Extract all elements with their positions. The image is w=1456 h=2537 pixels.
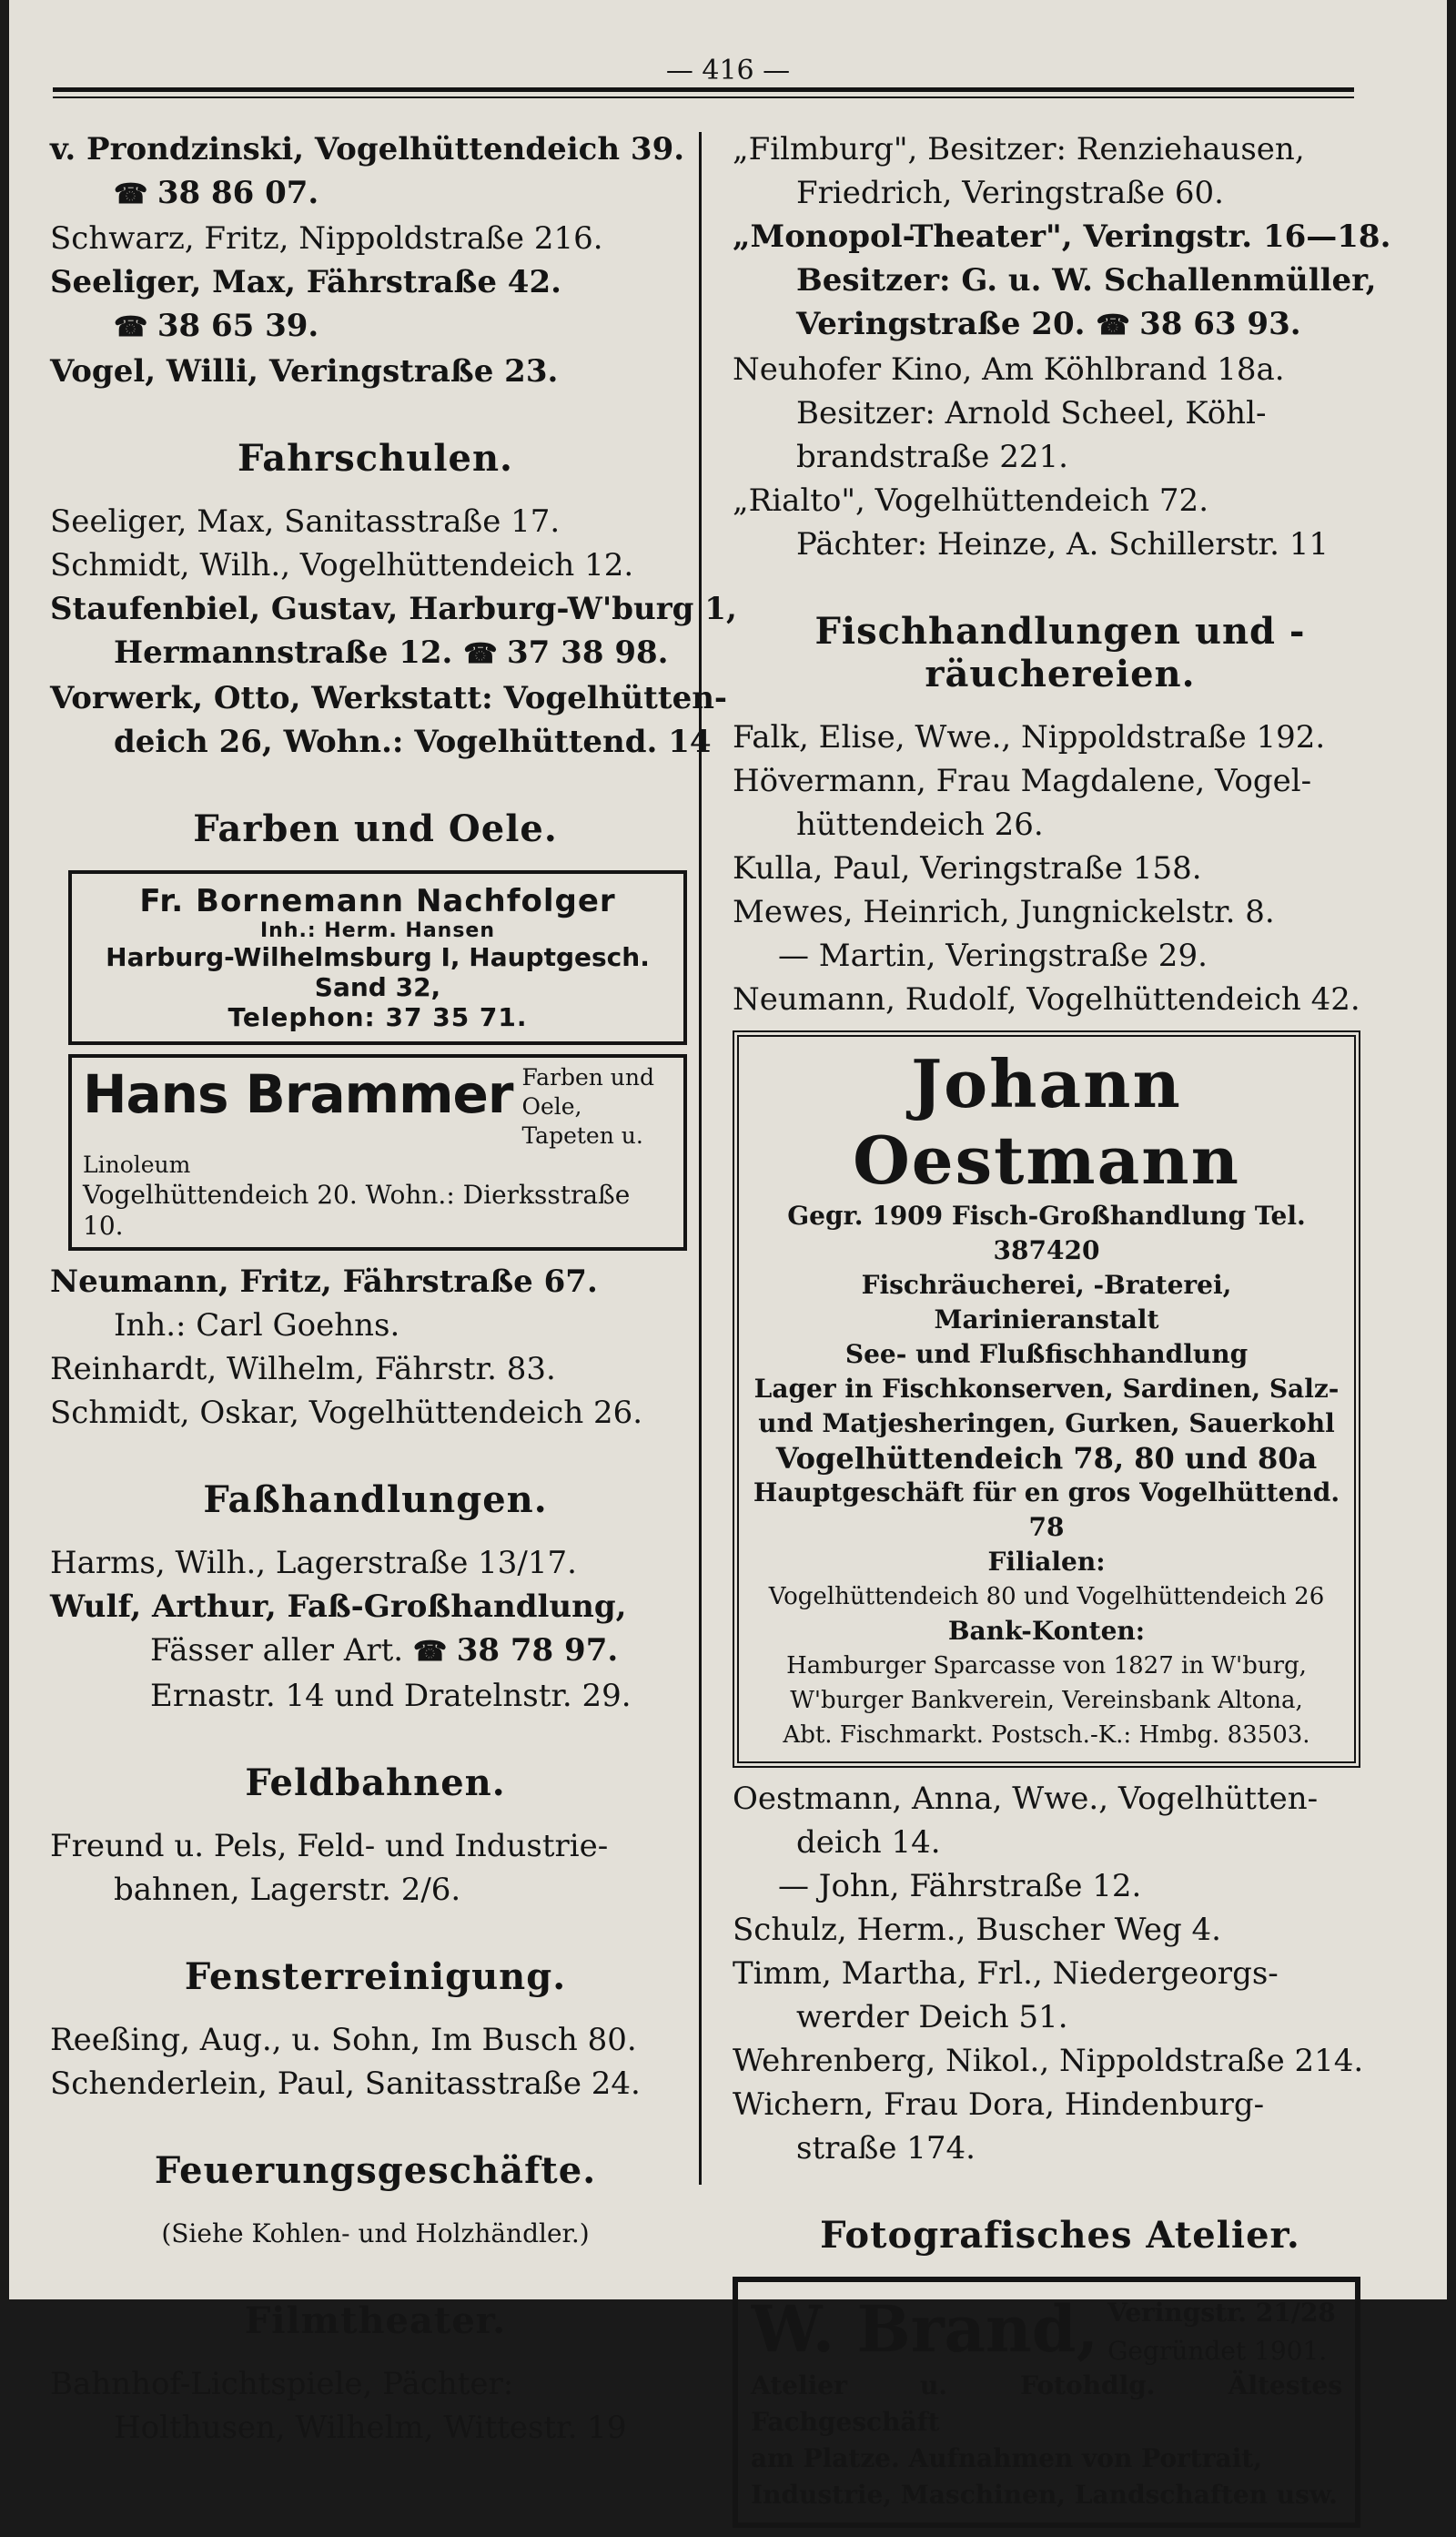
cross-reference-note: (Siehe Kohlen- und Holzhändler.): [161, 2218, 590, 2248]
list-item: Mewes, Heinrich, Jungnickelstr. 8.: [733, 894, 1275, 930]
right-column: [733, 127, 1391, 2537]
list-item: Neuhofer Kino, Am Köhlbrand 18a. Besitzer: Arnold Scheel, Köhl- brandstraße 221.: [733, 351, 1285, 475]
list-item: Schulz, Herm., Buscher Weg 4.: [733, 1912, 1221, 1948]
advertisement-oestmann: Johann Oestmann Gegr. 1909 Fisch-Großhandlung Tel. 387420 Fischräucherei, -Braterei, Marinieranstalt See- und Flußfischhandlung Lager in Fischkonserven, Sardinen, Salz- und Matjesheringen, Gurken, Sauerkohl Vogelhüttendeich 78, 80 und 80a Hauptgeschäft für en gros Vogelhüttend. 78 Filialen: Vogelhüttendeich 80 und Vogelhüttendeich 26 Bank-Konten: Hamburger Sparcasse von 1827 in W'burg, W'burger Bankverein, Vereinsbank Altona, Abt. Fischmarkt. Postsch.-K.: Hmbg. 83503.: [733, 1030, 1360, 1768]
page-number: — 416 —: [665, 55, 791, 86]
phone-number: ☎ 38 65 39.: [114, 308, 318, 344]
advertiser-name: W. Brand,: [751, 2291, 1099, 2367]
section-heading: Fahrschulen.: [238, 437, 513, 480]
phone-number: ☎ 38 78 97.: [413, 1632, 618, 1669]
list-item: Wulf, Arthur, Faß-Großhandlung, Fässer aller Art. ☎ 38 78 97. Ernastr. 14 und Dratelnstr. 29.: [50, 1585, 701, 1718]
list-item: Schwarz, Fritz, Nippoldstraße 216.: [50, 220, 603, 257]
list-item: Reeßing, Aug., u. Sohn, Im Busch 80.: [50, 2022, 637, 2058]
list-item: Vogel, Willi, Veringstraße 23.: [50, 353, 559, 390]
list-item: Hövermann, Frau Magdalene, Vogel- hüttendeich 26.: [733, 763, 1312, 843]
advertisement-brand: W. Brand, Veringstr. 21/28 Gegründet 1901. Atelier u. Fotohdlg. Ältestes Fachgeschäft am Platze. Aufnahmen von Portrait, Industrie, Maschinen, Landschaften usw.: [733, 2277, 1360, 2528]
section-heading: Fotografisches Atelier.: [820, 2214, 1300, 2257]
list-item: Neumann, Rudolf, Vogelhüttendeich 42.: [733, 981, 1360, 1018]
advertisement-brammer: Hans Brammer Farben und Oele, Tapeten u. Linoleum Vogelhüttendeich 20. Wohn.: Dierksstraße 10.: [68, 1054, 687, 1251]
phone-number: ☎ 37 38 98.: [463, 634, 668, 671]
list-item: Freund u. Pels, Feld- und Industrie- bahnen, Lagerstr. 2/6.: [50, 1828, 609, 1908]
directory-page: [9, 0, 1447, 2510]
list-item: Schmidt, Wilh., Vogelhüttendeich 12.: [50, 547, 634, 584]
advertisement-bornemann: Fr. Bornemann Nachfolger Inh.: Herm. Hansen Harburg-Wilhelmsburg I, Hauptgesch. Sand 32, Telephon: 37 35 71.: [68, 870, 687, 1045]
list-item: Wichern, Frau Dora, Hindenburg- straße 174.: [733, 2086, 1265, 2167]
list-item: „Filmburg", Besitzer: Renziehausen, Friedrich, Veringstraße 60.: [733, 131, 1305, 211]
list-item: Reinhardt, Wilhelm, Fährstr. 83.: [50, 1351, 556, 1387]
list-item: Seeliger, Max, Fährstraße 42. ☎ 38 65 39.: [50, 260, 701, 350]
left-column: [50, 127, 737, 2450]
list-item: Staufenbiel, Gustav, Harburg-W'burg 1, Hermannstraße 12. ☎ 37 38 98.: [50, 587, 701, 676]
header-rule-thin: [53, 96, 1354, 98]
list-item: — John, Fährstraße 12.: [778, 1868, 1142, 1904]
list-item: Bahnhof-Lichtspiele, Pächter: Holthusen, Wilhelm, Wittestr. 19: [50, 2366, 627, 2446]
section-heading: Feldbahnen.: [245, 1761, 506, 1804]
list-item: Timm, Martha, Frl., Niedergeorgs- werder Deich 51.: [733, 1955, 1279, 2035]
advertiser-name: Johann Oestmann: [853, 1045, 1240, 1199]
list-item: Oestmann, Anna, Wwe., Vogelhütten- deich 14.: [733, 1781, 1319, 1861]
list-item: Harms, Wilh., Lagerstraße 13/17.: [50, 1545, 577, 1581]
list-item: v. Prondzinski, Vogelhüttendeich 39. ☎ 38 86 07.: [50, 127, 701, 217]
section-heading: Farben und Oele.: [193, 807, 558, 850]
list-item: Kulla, Paul, Veringstraße 158.: [733, 850, 1202, 887]
phone-number: ☎ 38 86 07.: [114, 175, 318, 211]
list-item: Seeliger, Max, Sanitasstraße 17.: [50, 503, 561, 540]
phone-number: ☎ 38 63 93.: [1096, 306, 1300, 342]
list-item: Falk, Elise, Wwe., Nippoldstraße 192.: [733, 719, 1326, 756]
list-item: Neumann, Fritz, Fährstraße 67.: [50, 1263, 598, 1300]
advertiser-name: Hans Brammer: [83, 1063, 513, 1125]
list-item: Vorwerk, Otto, Werkstatt: Vogelhütten- deich 26, Wohn.: Vogelhüttend. 14: [50, 680, 728, 760]
list-item: Wehrenberg, Nikol., Nippoldstraße 214.: [733, 2043, 1364, 2079]
list-item: „Rialto", Vogelhüttendeich 72. Pächter: Heinze, A. Schillerstr. 11: [733, 482, 1329, 563]
section-heading: Fischhandlungen und -räuchereien.: [814, 610, 1306, 695]
section-heading: Faßhandlungen.: [203, 1478, 548, 1521]
list-item: — Martin, Veringstraße 29.: [778, 938, 1208, 974]
header-rule: [53, 87, 1354, 92]
section-heading: Filmtheater.: [244, 2299, 507, 2342]
list-item: Inh.: Carl Goehns.: [114, 1307, 400, 1344]
list-item: Schmidt, Oskar, Vogelhüttendeich 26.: [50, 1395, 643, 1431]
list-item: Schenderlein, Paul, Sanitasstraße 24.: [50, 2065, 641, 2102]
section-heading: Fensterreinigung.: [184, 1955, 567, 1998]
list-item: „Monopol-Theater", Veringstr. 16—18. Besitzer: G. u. W. Schallenmüller, Veringstraße 20. ☎ 38 63 93.: [733, 215, 1388, 348]
section-heading: Feuerungsgeschäfte.: [154, 2149, 597, 2192]
